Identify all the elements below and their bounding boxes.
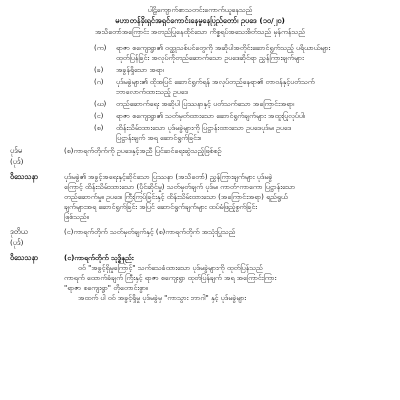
list-item-kha	[94, 65, 390, 75]
section-side-label: ဝိသေသနာ	[10, 172, 39, 181]
section-heading: (င)ကာရက်တိုက် သုဒ္ဓိနည်း	[64, 254, 134, 262]
section-text: အထက် ပါ ဝဝ် အခွင့်ရှိမှု ပုဒ်မခွဲမှ "ကာသွား ဘာဂါ" နှင့် ပုဒ်မခွဲများ	[78, 294, 247, 302]
section-side-label: (ပုဒ်)	[10, 157, 24, 166]
section-4	[10, 227, 390, 237]
section-text: (င)ကာရက်တိုက် သတ်မှတ်ချက်နှင့် (စ)ကာရက်တိုက် အသုံးပြုသည်	[64, 228, 236, 236]
list-item-text: ထိန်းသိမ်းထားသော ပုဒ်မခွဲများကို ပြဋ္ဌာန်းထားသော ဥပဒေပုဒ်မ၊ ဥပဒေ	[116, 124, 292, 132]
document-title: မဟာတန်ခိုးရှင်အရှင်ကောင်းနေမှုနေပြည်တော်၊ ဥပဒေ (၁၀/၂၀)	[115, 16, 285, 25]
list-item-text: ပြဋ္ဌာန်းချက် အရ ဆောင်ရွက်ခြင်း။	[116, 134, 201, 142]
section-text: ကြောင့် ထိန်းသိမ်းထားသော (ပိုင်ဆိုင်မှု) သတ်မှတ်ချက် ပုဒ်မ၊ ကာတ်-ကာကော ပြဋ္ဌာန်းသော	[64, 183, 296, 191]
list-item-ka	[94, 43, 390, 63]
list-item-text: ထုတ်ပြန်ခြင်း အလုပ်ကိုတည်ဆောက်သော ဥပဒေဆိုင်ရာ ညွှန်ကြားချက်များ	[116, 54, 304, 62]
section-side-label: (ပုဒ်)	[10, 238, 24, 247]
section-1	[10, 146, 390, 156]
document-header-line-1: ပါဠိကျောက်စာသတင်းကောက်ယူနေသည်	[147, 6, 253, 14]
section-6	[10, 253, 390, 303]
list-item-nga	[94, 111, 390, 121]
list-item-text: ပုဒ်မခွဲများ၏ ထိုအပြင် ဆောင်ရွက်ရန် အလုပ်တည်နေရာ၏ တာဝန်နှင့်ပတ်သက်	[116, 78, 315, 86]
section-text: တည်ဆောက်မှု။ ဥပဒေ၊ ကြီးကြပ်ခြင်းနှင့် ထိန်းသိမ်းထားသော (အကြောင်းအရာ) ရည်ရွယ်	[64, 193, 288, 201]
document-header-line-3: အသိတော်အကြောင်း အတည်ပြုနေထိုင်သော ကိစ္စရပ်အသေးစိတ်သည် မှန်ကန်သည်	[95, 28, 305, 36]
section-text: (စ)ကာရက်တိုက်ကို ဥပဒေနှင့်အညီ ပြင်ဆင်ရေးဆွဲသည့်ဖြစ်စဉ်	[64, 147, 222, 155]
section-2	[10, 157, 390, 167]
section-text: "ရာဇာ စကျေးရွာ" တိုတောင်းစွာ။	[64, 284, 149, 292]
section-side-label: ဒုတိယ	[10, 227, 28, 236]
list-item-label: (ဃ)	[94, 100, 107, 108]
section-text: ပုဒ်မခွဲ၏ အခွင့်အရေးနှင့်ဆိုင်သော ပြဿနာ (အသိတော်) ညွှန်ကြားချက်များ ပုဒ်မခွဲ	[64, 173, 273, 181]
section-3	[10, 172, 390, 222]
section-text: ချက်များအရ ဆောင်ရွက်ခြင်း အပြင် ဆောင်ရွက်ချက်များ ထပ်မံဖြည့်စွက်ခြင်း	[64, 203, 258, 211]
list-item-label: (ခ)	[94, 66, 104, 74]
section-text: ကာရက် ထောက်ခံချက် ကြီးနှင့် ရာဇာ စကျေးရွာ ထုတ်ပြန်ချက် အရ အကြောင်းကြား	[64, 274, 277, 282]
list-item-ga	[94, 77, 390, 97]
list-item-gha	[94, 99, 390, 109]
list-item-label: (စ)	[94, 124, 104, 132]
list-item-text: တည်ဆောက်ရေး အဆိုပါ ပြဿနာနှင့် ပတ်သက်သော အကြောင်းအရာ၊	[116, 100, 295, 108]
list-item-text: ဘာလောက်ထားသည့် ဥပဒေ	[116, 88, 188, 96]
section-text: ဖြစ်သည်။	[64, 213, 89, 221]
list-item-text: ရာဇာ စကျေးရွာ၏ ဝထ္ထုသစ်ပင်တွေကို အဆိုပါအတိုင်းဆောင်ရွက်သည့် ပရိယာယ်များ	[116, 44, 331, 52]
section-text: ဝဝ် "အခွင့်ရှိမှုကြောင့်" သက်သေခံထားသော ပုဒ်မခွဲများကို ထုတ်ပြန်သည်	[78, 264, 263, 272]
section-side-label: ပုဒ်မ	[10, 146, 22, 155]
list-item-label: (က)	[94, 44, 107, 52]
list-item-text: ရာဇာ စကျေးရွာ၏ သတ်မှတ်ထားသော ဆောင်ရွက်ချက်များ အထူးပြုလုပ်ပါ၊	[116, 112, 306, 120]
section-5	[10, 238, 390, 248]
section-side-label: ဝိသေသနာ	[10, 253, 39, 262]
list-item-sa	[94, 123, 390, 143]
list-item-label: (ဂ)	[94, 78, 104, 86]
list-item-text: အခွန်ရှိသော အရာ၊	[116, 66, 164, 74]
list-item-label: (င)	[94, 112, 104, 120]
